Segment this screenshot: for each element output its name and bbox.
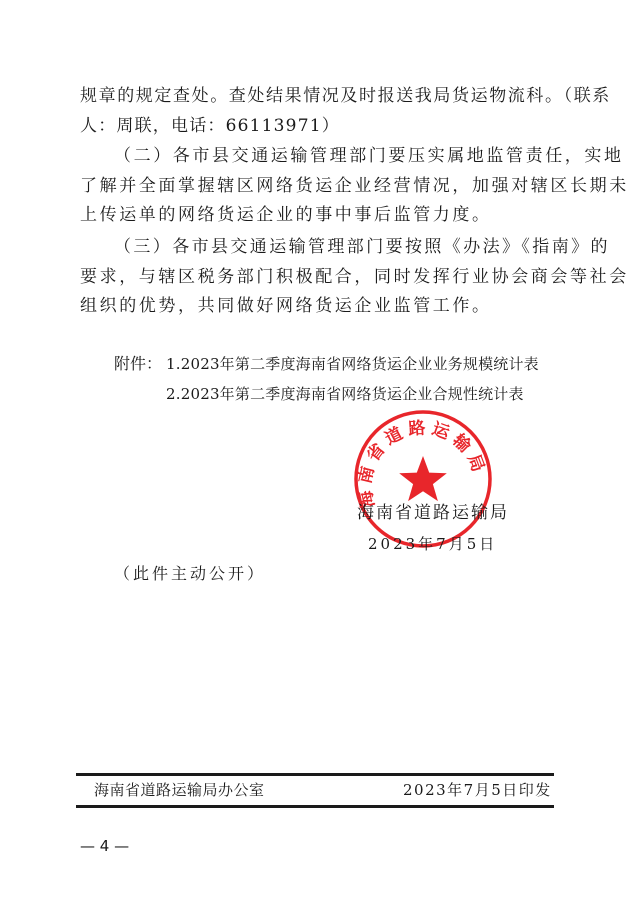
footer-print-date: 2023年7月5日印发 [403, 781, 552, 799]
footer-bottom-rule [76, 805, 554, 808]
disclosure-note: （此件主动公开） [114, 564, 267, 583]
attachments-label: 附件： [114, 354, 163, 373]
attachment-item-1[interactable]: 1.2023年第二季度海南省网络货运企业业务规模统计表 [166, 355, 539, 373]
signature-date: 2023年7月5日 [368, 535, 498, 553]
paragraph-3-line-2: 要求，与辖区税务部门积极配合，同时发挥行业协会商会等社会 [80, 267, 629, 287]
official-seal-stamp [352, 408, 494, 550]
paragraph-2-line-2: 了解并全面掌握辖区网络货运企业经营情况，加强对辖区长期未 [80, 176, 629, 196]
signature-issuer: 海南省道路运输局 [357, 503, 509, 523]
footer-issuing-office: 海南省道路运输局办公室 [94, 781, 265, 799]
paragraph-3-line-3: 组织的优势，共同做好网络货运企业监管工作。 [80, 296, 492, 316]
page-number: — 4 — [80, 837, 130, 855]
star-icon [399, 456, 447, 501]
paragraph-2-line-3: 上传运单的网络货运企业的事中事后监管力度。 [80, 205, 492, 225]
text-line: 规章的规定查处。查处结果情况及时报送我局货运物流科。（联系 [80, 86, 611, 106]
paragraph-1-line-1 [80, 86, 611, 106]
paragraph-2-line-1: （二）各市县交通运输管理部门要压实属地监管责任，实地 [114, 146, 624, 166]
paragraph-1-line-2: 人：周联，电话：66113971） [80, 116, 340, 136]
stamp-ring [356, 412, 490, 546]
stamp-text: 海南省道路运输局 [355, 418, 490, 510]
paragraph-3-line-1: （三）各市县交通运输管理部门要按照《办法》《指南》的 [114, 237, 610, 257]
attachment-item-2[interactable]: 2.2023年第二季度海南省网络货运企业合规性统计表 [166, 385, 524, 403]
footer-top-rule [76, 773, 554, 776]
